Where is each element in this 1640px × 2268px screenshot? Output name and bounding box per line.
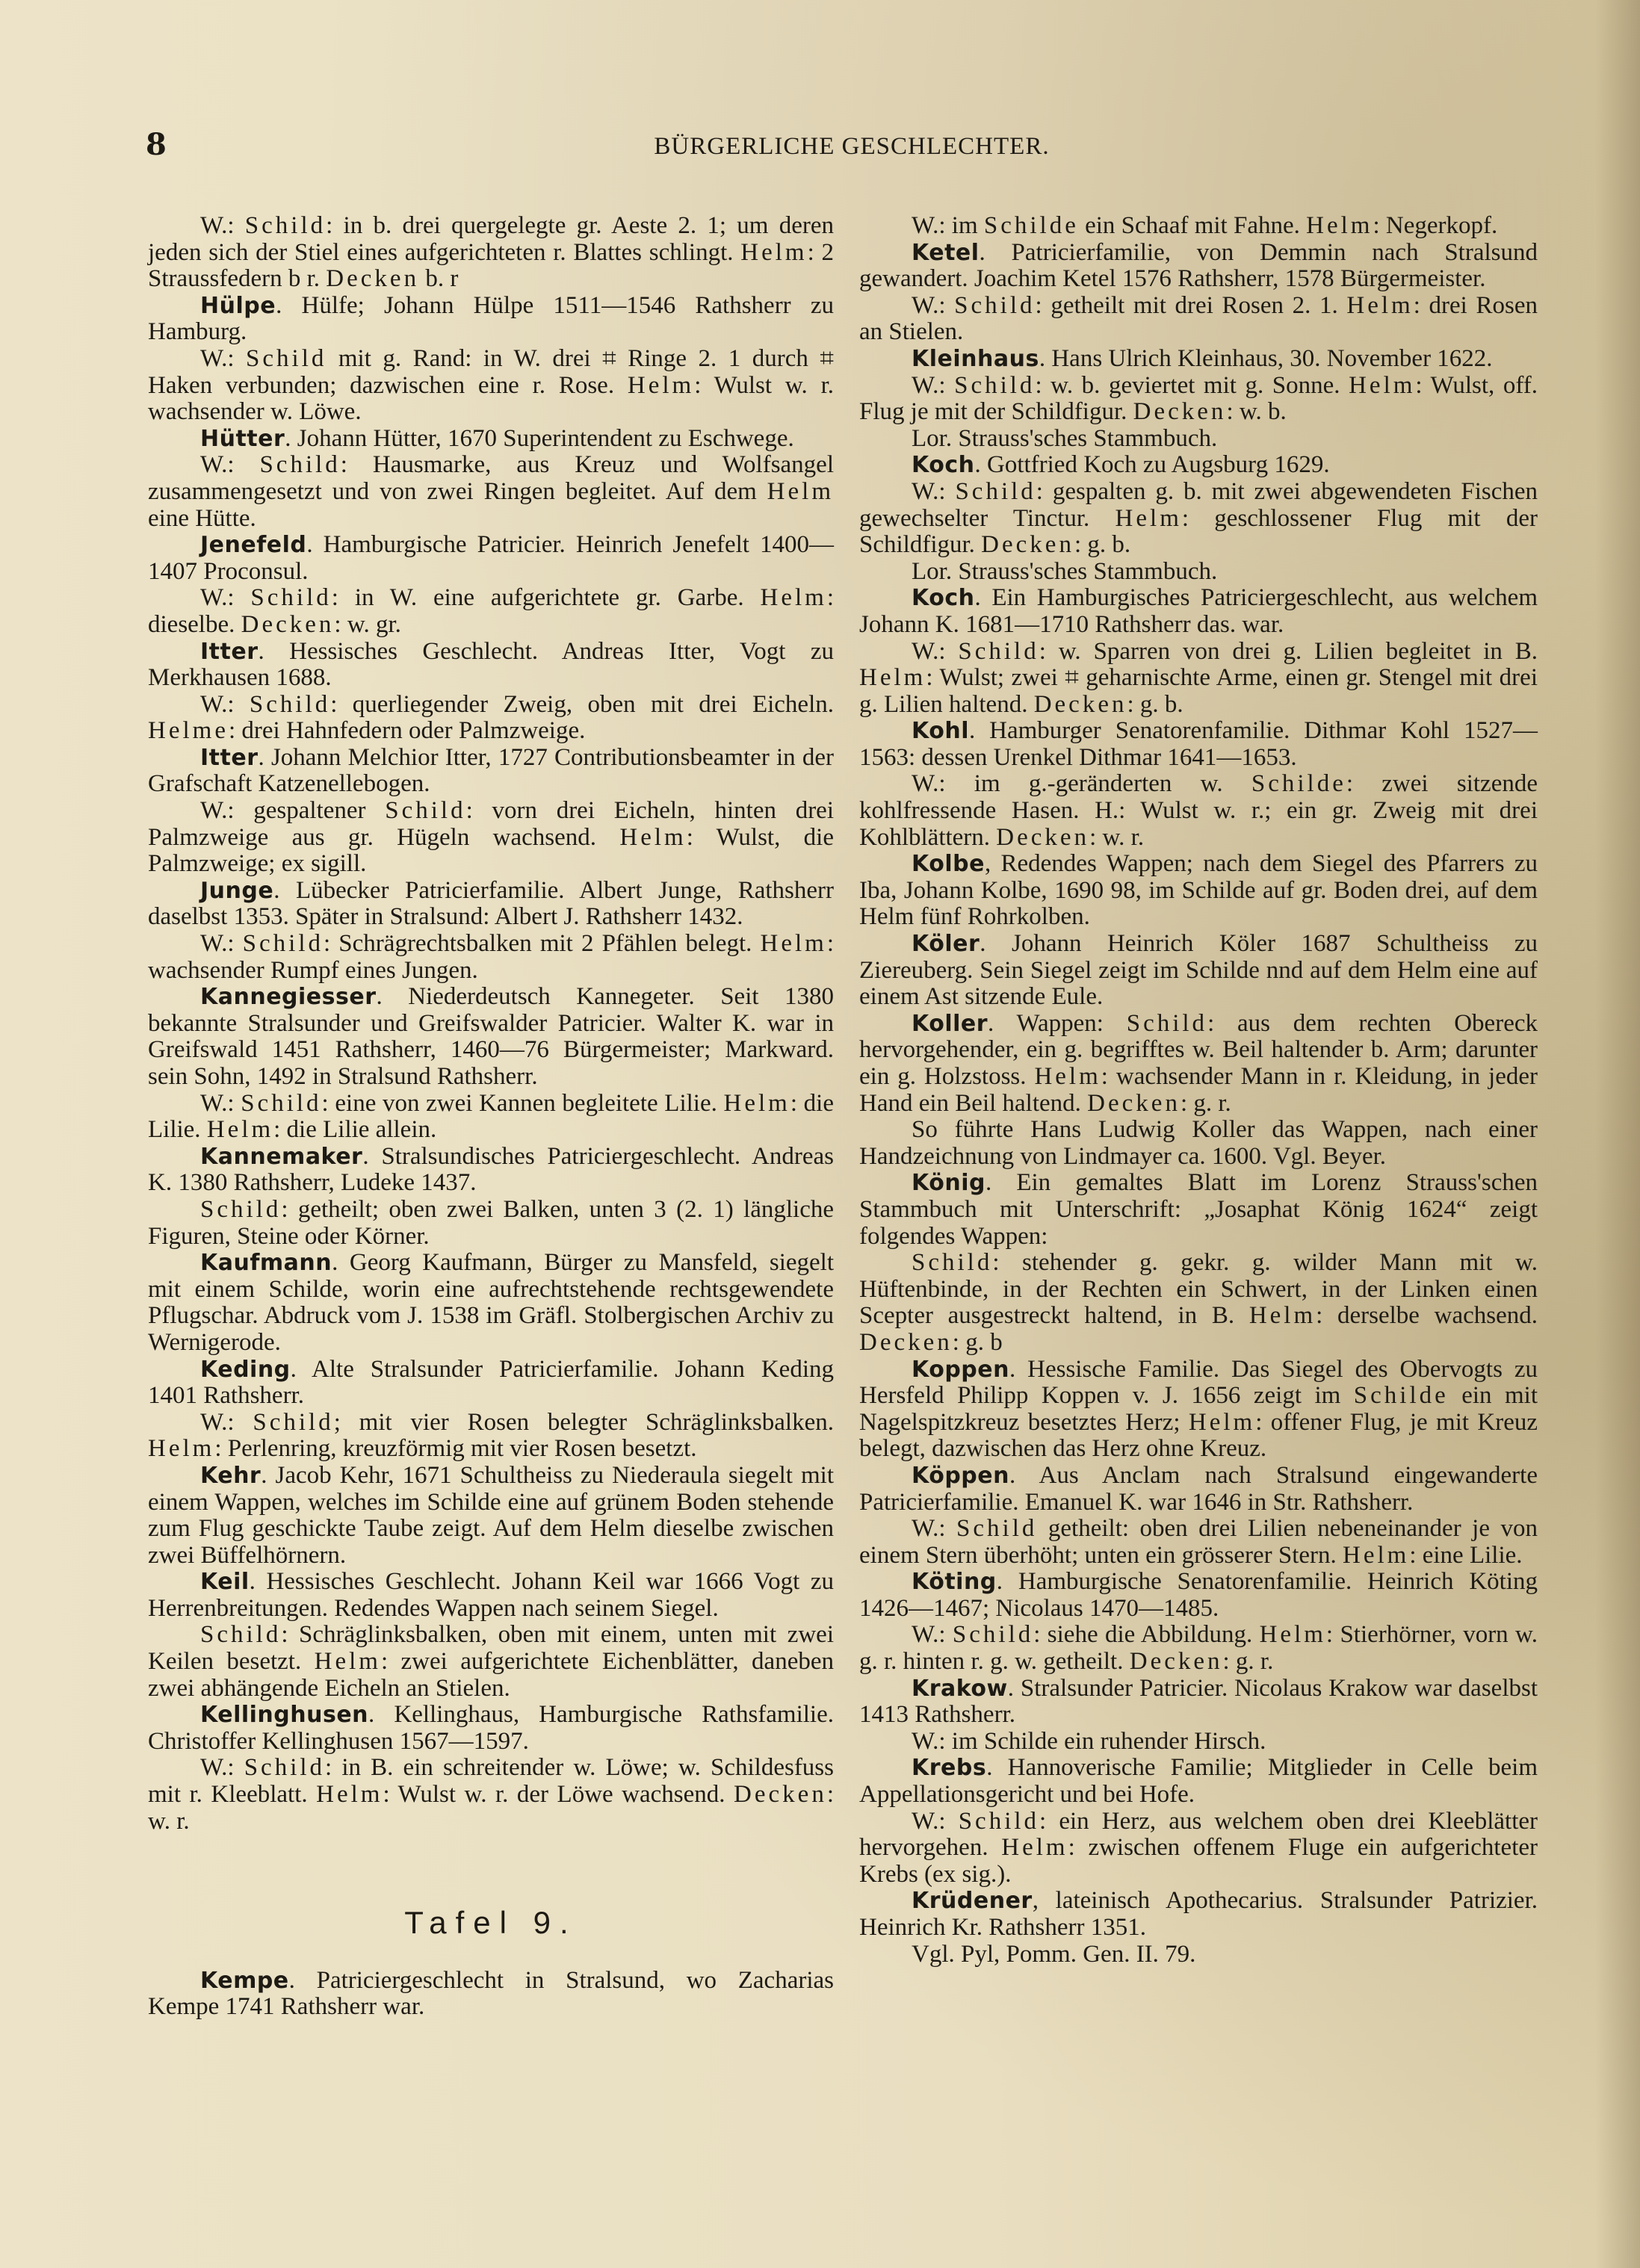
- entry-paragraph: [859, 1888, 1538, 1941]
- entry-paragraph: [859, 1755, 1538, 1808]
- entry-paragraph: [859, 639, 1538, 719]
- spaced-term: Helm: [760, 930, 827, 958]
- entry-paragraph: [148, 346, 834, 426]
- entry-text: ; mit vier Rosen belegter Schräglinksbalken.: [333, 1408, 834, 1436]
- spaced-term: Helm: [1248, 1302, 1316, 1330]
- entry-paragraph: [148, 293, 834, 346]
- entry-text: . Lübecker Patricierfamilie. Albert Junge, Rathsherr daselbst 1353. Später in Stralsund: Albert J. Rathsherr 1432.: [148, 876, 834, 931]
- entry-text: . Hessisches Geschlecht. Andreas Itter, Vogt zu Merkhausen 1688.: [148, 637, 834, 692]
- entry-paragraph: [148, 213, 834, 293]
- spaced-term: Decken: [1087, 1089, 1181, 1117]
- entry-text: : Wulst w. r. der Löwe wachsend.: [383, 1781, 734, 1809]
- entry-paragraph: [148, 1569, 834, 1622]
- entry-text: Lor. Strauss'sches Stammbuch.: [912, 424, 1218, 452]
- spaced-term: Helme: [148, 717, 229, 745]
- spaced-term: Schild: [246, 344, 327, 372]
- entry-text: : Schräglinksbalken, oben mit einem, unten mit zwei Keilen besetzt.: [148, 1621, 834, 1676]
- entry-paragraph: [148, 1250, 834, 1356]
- entry-text: : g. r.: [1222, 1648, 1274, 1676]
- spaced-term: Helm: [1343, 1541, 1410, 1569]
- entry-text: : w. r.: [148, 1781, 834, 1835]
- spaced-term: Schild: [244, 212, 327, 239]
- entry-paragraph: [148, 585, 834, 638]
- entry-paragraph: [859, 346, 1538, 373]
- entry-text: . Ein gemaltes Blatt im Lorenz Strauss'schen Stammbuch mit Unterschrift: „Josaphat König 1624“ zeigt folgendes Wappen:: [859, 1169, 1538, 1250]
- spaced-term: Helm: [314, 1648, 381, 1676]
- entry-text: W.:: [200, 212, 245, 239]
- entry-text: So führte Hans Ludwig Koller das Wappen, nach einer Handzeichnung von Lindmayer ca. 1600. Vgl. Beyer.: [859, 1116, 1538, 1170]
- entry-text: . Johann Melchior Itter, 1727 Contributionsbeamter in der Grafschaft Katzenellebogen.: [148, 743, 834, 798]
- entry-paragraph: [859, 559, 1538, 586]
- entry-paragraph: [859, 452, 1538, 479]
- entry-text: : Wulst w. r. wachsender w. Löwe.: [148, 371, 835, 426]
- entry-text: W.:: [200, 1754, 244, 1782]
- spaced-term: Schild: [952, 1621, 1034, 1649]
- entry-paragraph: [148, 639, 834, 692]
- left-column: [148, 213, 834, 2021]
- entry-paragraph: [148, 1463, 834, 1569]
- spaced-term: Schild: [912, 1249, 993, 1277]
- entry-text: : die Lilie.: [148, 1089, 835, 1144]
- spaced-term: Schild: [253, 1408, 334, 1436]
- entry-headword: Itter: [200, 744, 259, 771]
- entry-text: . Ein Hamburgisches Patriciergeschlecht, aus welchem Johann K. 1681—1710 Rathsherr das. war.: [859, 584, 1538, 638]
- entry-text: : stehender g. gekr. g. wilder Mann mit w. Hüftenbinde, in der Rechten ein Schwert, in der Linken einen Scepter ausgestreckt haltend, in B.: [859, 1249, 1538, 1330]
- spaced-term: Schild: [200, 1621, 282, 1649]
- entry-text: W.:: [912, 477, 956, 505]
- entry-text: : Wulst; zwei ⌗ geharnischte Arme, einen gr. Stengel mit drei g. Lilien haltend.: [859, 664, 1538, 718]
- spaced-term: Helm: [627, 371, 695, 399]
- entry-paragraph: [859, 1676, 1538, 1729]
- entry-paragraph: [859, 1942, 1538, 1968]
- spaced-term: Schild: [956, 1515, 1038, 1543]
- entry-text: ein Schaaf mit Fahne.: [1078, 212, 1307, 239]
- entry-text: . Patriciergeschlecht in Stralsund, wo Zacharias Kempe 1741 Rathsherr war.: [148, 1966, 834, 2021]
- entry-paragraph: [148, 1357, 834, 1410]
- entry-text: , lateinisch Apothecarius. Stralsunder Patrizier. Heinrich Kr. Rathsherr 1351.: [859, 1887, 1538, 1941]
- spaced-term: Helm: [723, 1089, 790, 1117]
- spaced-term: Schild: [954, 291, 1036, 319]
- entry-headword: Hülpe: [200, 292, 276, 319]
- entry-paragraph: [859, 771, 1538, 851]
- entry-headword: Koller: [912, 1010, 988, 1037]
- entry-paragraph: [148, 878, 834, 931]
- spaced-term: Helm: [1034, 1063, 1101, 1090]
- entry-headword: Köler: [912, 931, 980, 958]
- entry-text: : ein Herz, aus welchem oben drei Kleeblätter hervorgehen.: [859, 1807, 1538, 1862]
- spaced-term: Helm: [859, 664, 926, 692]
- entry-text: W.: im g.-geränderten w.: [912, 770, 1251, 798]
- entry-text: : zwei sitzende kohlfressende Hasen. H.: Wulst w. r.; ein gr. Zweig mit drei Kohlblättern.: [859, 770, 1538, 851]
- entry-text: W.:: [200, 584, 251, 612]
- spaced-term: Decken: [1133, 398, 1227, 426]
- entry-text: : querliegender Zweig, oben mit drei Eicheln.: [330, 690, 835, 718]
- entry-text: : w. Sparren von drei g. Lilien begleitet in B.: [1039, 637, 1538, 665]
- entry-text: . Kellinghaus, Hamburgische Rathsfamilie. Christoffer Kellinghusen 1567—1597.: [148, 1701, 834, 1755]
- entry-headword: König: [912, 1170, 985, 1197]
- entry-text: W.: im: [912, 212, 984, 239]
- entry-text: : g. b.: [1074, 531, 1131, 559]
- entry-text: : Wulst, die Palmzweige; ex sigill.: [148, 823, 834, 878]
- entry-text: : wachsender Mann in r. Kleidung, in jeder Hand ein Beil haltend.: [859, 1063, 1538, 1117]
- entry-paragraph: [859, 1357, 1538, 1463]
- entry-text: W.:: [200, 930, 243, 958]
- entry-text: . Johann Hütter, 1670 Superintendent zu Eschwege.: [285, 424, 794, 452]
- entry-headword: Koch: [912, 585, 975, 612]
- entry-paragraph: [859, 1809, 1538, 1889]
- entry-paragraph: [859, 1729, 1538, 1756]
- entry-paragraph: [148, 798, 834, 878]
- running-title: BÜRGERLICHE GESCHLECHTER.: [654, 133, 1050, 160]
- spaced-term: Schilde: [1353, 1382, 1449, 1410]
- entry-text: : geschlossener Flug mit der Schildfigur.: [859, 504, 1538, 559]
- entry-headword: Krebs: [912, 1755, 987, 1782]
- entry-paragraph: [859, 293, 1538, 346]
- entry-text: W.:: [912, 371, 955, 399]
- entry-paragraph: [859, 1622, 1538, 1675]
- spaced-term: Helm: [740, 238, 808, 266]
- entry-headword: Itter: [200, 638, 259, 665]
- entry-paragraph: [859, 1250, 1538, 1356]
- entry-paragraph: [859, 373, 1538, 426]
- spaced-term: Schilde: [1251, 770, 1346, 798]
- entry-headword: Kleinhaus: [912, 345, 1039, 372]
- spaced-term: Schild: [385, 797, 466, 825]
- entry-text: : wachsender Rumpf eines Jungen.: [148, 930, 834, 984]
- entry-text: W.:: [912, 291, 955, 319]
- spaced-term: Decken: [241, 610, 335, 638]
- entry-paragraph: [859, 1011, 1538, 1117]
- spaced-term: Helm: [1001, 1834, 1068, 1862]
- entry-headword: Krakow: [912, 1675, 1008, 1702]
- entry-headword: Junge: [200, 877, 274, 904]
- spaced-term: Schilde: [983, 212, 1079, 239]
- entry-headword: Krüdener: [912, 1888, 1033, 1915]
- spaced-term: Decken: [859, 1328, 953, 1356]
- entry-text: . Stralsunder Patricier. Nicolaus Krakow war daselbst 1413 Rathsherr.: [859, 1674, 1538, 1729]
- entry-text: W.:: [200, 344, 247, 372]
- entry-text: : drei Rosen an Stielen.: [859, 291, 1538, 346]
- entry-text: . Stralsundisches Patriciergeschlecht. Andreas K. 1380 Rathsherr, Ludeke 1437.: [148, 1142, 834, 1197]
- entry-text: : eine Lilie.: [1409, 1541, 1523, 1569]
- spaced-term: Schild: [958, 637, 1039, 665]
- entry-paragraph: [859, 213, 1538, 240]
- entry-text: Lor. Strauss'sches Stammbuch.: [912, 557, 1218, 585]
- spaced-term: Decken: [326, 265, 420, 293]
- entry-text: : getheilt; oben zwei Balken, unten 3 (2. 1) längliche Figuren, Steine oder Körner.: [148, 1195, 834, 1250]
- entry-paragraph: [859, 240, 1538, 293]
- entry-paragraph: [148, 426, 834, 453]
- entry-paragraph: [148, 1755, 834, 1835]
- entry-text: . Jacob Kehr, 1671 Schultheiss zu Niederaula siegelt mit einem Wappen, welches im Schilde eine auf grünem Boden stehende zum Flug geschickte Taube zeigt. Auf dem Helm dieselbe zwischen zwei Büffelhörnern.: [148, 1461, 834, 1569]
- entry-headword: Kannegiesser: [200, 984, 377, 1011]
- entry-paragraph: [148, 1091, 834, 1144]
- spaced-term: Helm: [619, 823, 687, 851]
- entry-text: : g. b: [952, 1328, 1003, 1356]
- entry-paragraph: [859, 718, 1538, 771]
- left-entries: [148, 213, 834, 1835]
- entry-paragraph: [148, 1410, 834, 1463]
- entry-text: W.:: [200, 451, 260, 479]
- spaced-term: Schild: [259, 451, 341, 479]
- entry-text: : eine von zwei Kannen begleitete Lilie.: [321, 1089, 724, 1117]
- entry-text: : dieselbe.: [148, 584, 834, 638]
- entry-headword: Köting: [912, 1569, 997, 1596]
- entry-paragraph: [148, 1197, 834, 1250]
- entry-text: : in b. drei quergelegte gr. Aeste 2. 1; um deren jeden sich der Stiel eines aufgerichteten r. Blattes schlingt.: [148, 212, 834, 266]
- entry-text: W.: gespaltener: [200, 797, 386, 825]
- entry-headword: Koppen: [912, 1356, 1009, 1383]
- spaced-term: Helm: [1259, 1621, 1326, 1649]
- entry-headword: Kohl: [912, 718, 969, 745]
- plate-heading: Tafel 9.: [404, 1905, 578, 1941]
- entry-text: : Wulst, off. Flug je mit der Schildfigur.: [859, 371, 1538, 426]
- spaced-term: Helm: [1346, 291, 1414, 319]
- spaced-term: Decken: [734, 1781, 827, 1809]
- entry-paragraph: [148, 1622, 834, 1702]
- entry-text: . Alte Stralsunder Patricierfamilie. Johann Keding 1401 Rathsherr.: [148, 1355, 834, 1410]
- spaced-term: Schild: [1126, 1009, 1208, 1037]
- entry-text: : g. r.: [1180, 1089, 1231, 1117]
- entry-headword: Keil: [200, 1569, 250, 1596]
- spaced-term: Helm: [1115, 504, 1182, 532]
- entry-paragraph: [148, 931, 834, 984]
- right-column: [859, 213, 1538, 1968]
- entry-headword: Jenefeld: [200, 532, 307, 559]
- entry-paragraph: [859, 1170, 1538, 1250]
- entry-text: ein mit Nagelspitzkreuz besetztes Herz;: [859, 1382, 1538, 1436]
- entry-text: : w. b.: [1226, 398, 1287, 426]
- entry-text: : Schrägrechtsbalken mit 2 Pfählen belegt.: [324, 930, 761, 958]
- entry-text: Vgl. Pyl, Pomm. Gen. II. 79.: [912, 1940, 1196, 1968]
- entry-text: b. r: [419, 265, 459, 293]
- spaced-term: Schild: [954, 371, 1036, 399]
- entry-text: . Hülfe; Johann Hülpe 1511—1546 Rathsherr zu Hamburg.: [148, 291, 834, 346]
- spaced-term: Schild: [955, 477, 1036, 505]
- entry-text: . Johann Heinrich Köler 1687 Schultheiss zu Ziereuberg. Sein Siegel zeigt im Schilde nnd auf dem Helm eine auf einem Ast sitzende Eule.: [859, 930, 1538, 1011]
- entry-text: : die Lilie allein.: [273, 1116, 437, 1144]
- entry-paragraph: [859, 1117, 1538, 1170]
- entry-text: : aus dem rechten Obereck hervorgehender, ein g. begrifftes w. Beil haltender b. Arm; darunter ein g. Holzstoss.: [859, 1009, 1538, 1090]
- page-edge-shadow: [1595, 0, 1640, 2268]
- right-entries: [859, 213, 1538, 1968]
- spaced-term: Schild: [241, 1089, 322, 1117]
- page-number: 8: [146, 127, 167, 162]
- entry-text: . Georg Kaufmann, Bürger zu Mansfeld, siegelt mit einem Schilde, worin eine aufrechtstehende rechtsgewendete Pflugschar. Abdruck vom J. 1538 im Gräfl. Stolbergischen Archiv zu Wernigerode.: [148, 1249, 834, 1356]
- entry-text: : derselbe wachsend.: [1316, 1302, 1538, 1330]
- entry-text: . Hessisches Geschlecht. Johann Keil war 1666 Vogt zu Herrenbreitungen. Redendes Wappen nach seinem Siegel.: [148, 1568, 834, 1622]
- entry-paragraph: [148, 452, 834, 532]
- spaced-term: Decken: [996, 823, 1090, 851]
- entry-text: eine Hütte.: [148, 504, 256, 532]
- entry-text: : siehe die Abbildung.: [1033, 1621, 1260, 1649]
- entry-headword: Köppen: [912, 1462, 1009, 1489]
- entry-text: . Aus Anclam nach Stralsund eingewanderte Patricierfamilie. Emanuel K. war 1646 in Str. Rathsherr.: [859, 1461, 1538, 1516]
- spaced-term: Decken: [981, 531, 1074, 559]
- entry-paragraph: [148, 692, 834, 745]
- entry-text: W.:: [912, 637, 959, 665]
- entry-text: . Hessische Familie. Das Siegel des Obervogts zu Hersfeld Philipp Koppen v. J. 1656 zeigt im: [859, 1355, 1538, 1410]
- entry-text: . Hannoverische Familie; Mitglieder in Celle beim Appellationsgericht und bei Hofe.: [859, 1754, 1538, 1809]
- entry-text: : Stierhörner, vorn w. g. r. hinten r. g. w. getheilt.: [859, 1621, 1538, 1676]
- spaced-term: Schild: [249, 690, 331, 718]
- spaced-term: Schild: [958, 1807, 1040, 1835]
- entry-text: W.:: [200, 1408, 253, 1436]
- entry-text: : drei Hahnfedern oder Palmzweige.: [228, 717, 586, 745]
- entry-text: . Hans Ulrich Kleinhaus, 30. November 1622.: [1039, 344, 1493, 372]
- entry-text: : Negerkopf.: [1373, 212, 1498, 239]
- entry-text: : in B. ein schreitender w. Löwe; w. Schildesfuss mit r. Kleeblatt.: [148, 1754, 834, 1809]
- spaced-term: Helm: [1306, 212, 1373, 239]
- entry-headword: Hütter: [200, 425, 285, 452]
- entry-paragraph: [859, 479, 1538, 559]
- entry-headword: Kaufmann: [200, 1250, 332, 1277]
- entry-text: . Hamburgische Patricier. Heinrich Jenefelt 1400—1407 Proconsul.: [148, 531, 834, 585]
- entry-text: : vorn drei Eicheln, hinten drei Palmzweige aus gr. Hügeln wachsend.: [148, 797, 834, 851]
- entry-text: W.:: [912, 1515, 957, 1543]
- entry-text: . Gottfried Koch zu Augsburg 1629.: [974, 451, 1330, 479]
- entry-headword: Kannemaker: [200, 1143, 363, 1170]
- entry-text: : w. b. geviertet mit g. Sonne.: [1035, 371, 1349, 399]
- spaced-term: Decken: [1129, 1648, 1223, 1676]
- entry-paragraph: [148, 1702, 834, 1755]
- entry-paragraph: [859, 1569, 1538, 1622]
- entry-text: : 2 Straussfedern b r.: [148, 238, 835, 293]
- entry-headword: Kellinghusen: [200, 1702, 369, 1729]
- entry-headword: Koch: [912, 452, 975, 479]
- spaced-term: Helm: [760, 584, 827, 612]
- entry-text: : zwei aufgerichtete Eichenblätter, daneben zwei abhängende Eicheln an Stielen.: [148, 1648, 834, 1702]
- entry-text: : zwischen offenem Fluge ein aufgerichteter Krebs (ex sig.).: [859, 1834, 1538, 1888]
- entry-text: W.:: [200, 1089, 241, 1117]
- entry-paragraph: [859, 851, 1538, 931]
- entry-paragraph: [148, 532, 834, 585]
- spaced-term: Schild: [242, 930, 324, 958]
- spaced-term: Decken: [1033, 690, 1127, 718]
- entry-text: : w. gr.: [334, 610, 401, 638]
- spaced-term: Helm: [1188, 1408, 1256, 1436]
- entry-paragraph: [859, 931, 1538, 1011]
- entry-paragraph: [859, 585, 1538, 638]
- entry-text: W.: im Schilde ein ruhender Hirsch.: [912, 1727, 1266, 1755]
- entry-text: . Wappen:: [988, 1009, 1127, 1037]
- entry-text: : Perlenring, kreuzförmig mit vier Rosen besetzt.: [214, 1435, 697, 1463]
- entry-text: : g. b.: [1127, 690, 1183, 718]
- entry-text: mit g. Rand: in W. drei ⌗ Ringe 2. 1 durch ⌗ Haken verbunden; dazwischen eine r. Rose.: [148, 344, 834, 399]
- entry-headword: Kempe: [200, 1967, 289, 1994]
- entry-paragraph: [148, 1968, 834, 2021]
- entry-paragraph: [148, 745, 834, 798]
- entry-headword: Kehr: [200, 1462, 262, 1489]
- entry-text: . Patricierfamilie, von Demmin nach Stralsund gewandert. Joachim Ketel 1576 Rathsherr, 1578 Bürgermeister.: [859, 238, 1538, 293]
- entry-paragraph: [859, 1463, 1538, 1516]
- entry-headword: Keding: [200, 1356, 291, 1383]
- entry-paragraph: [859, 1516, 1538, 1569]
- entry-text: : Hausmarke, aus Kreuz und Wolfsangel zusammengesetzt und von zwei Ringen begleitet. Auf dem: [148, 451, 834, 505]
- spaced-term: Schild: [200, 1195, 282, 1223]
- spaced-term: Helm: [316, 1781, 383, 1809]
- spaced-term: Helm: [148, 1435, 215, 1463]
- entry-text: : getheilt mit drei Rosen 2. 1.: [1035, 291, 1347, 319]
- entry-text: : offener Flug, je mit Kreuz belegt, dazwischen das Herz ohne Kreuz.: [859, 1408, 1538, 1463]
- entry-text: . Hamburger Senatorenfamilie. Dithmar Kohl 1527—1563: dessen Urenkel Dithmar 1641—1653.: [859, 717, 1538, 771]
- entry-text: W.:: [200, 690, 250, 718]
- page-header: [146, 127, 1558, 172]
- entry-text: , Redendes Wappen; nach dem Siegel des Pfarrers zu Iba, Johann Kolbe, 1690 98, im Schilde auf gr. Boden drei, auf dem Helm fünf Rohrkolben.: [859, 850, 1538, 931]
- spaced-term: Schild: [250, 584, 332, 612]
- entry-text: W.:: [912, 1621, 953, 1649]
- entry-paragraph: [859, 426, 1538, 453]
- spaced-term: Schild: [244, 1754, 326, 1782]
- entry-headword: Kolbe: [912, 851, 985, 878]
- entry-headword: Ketel: [912, 239, 980, 266]
- entry-text: getheilt: oben drei Lilien nebeneinander je von einem Stern überhöht; unten ein grösserer Stern.: [859, 1515, 1538, 1569]
- entry-text: . Hamburgische Senatorenfamilie. Heinrich Köting 1426—1467; Nicolaus 1470—1485.: [859, 1568, 1538, 1622]
- entry-text: W.:: [912, 1807, 959, 1835]
- entry-paragraph: [148, 1144, 834, 1197]
- left-after-plate-entries: [148, 1968, 834, 2021]
- entry-text: : in W. eine aufgerichtete gr. Garbe.: [331, 584, 761, 612]
- entry-text: : w. r.: [1089, 823, 1145, 851]
- entry-text: . Niederdeutsch Kannegeter. Seit 1380 bekannte Stralsunder und Greifswalder Patricier. Walter K. war in Greifswald 1451 Rathsherr, 1460—76 Bürgermeister; Markward. sein Sohn, 1492 in Stralsund Rathsherr.: [148, 983, 834, 1090]
- entry-paragraph: [148, 984, 834, 1090]
- entry-text: : gespalten g. b. mit zwei abgewendeten Fischen gewechselter Tinctur.: [859, 477, 1538, 532]
- spaced-term: Helm: [206, 1116, 274, 1144]
- spaced-term: Helm: [767, 477, 834, 505]
- spaced-term: Helm: [1349, 371, 1416, 399]
